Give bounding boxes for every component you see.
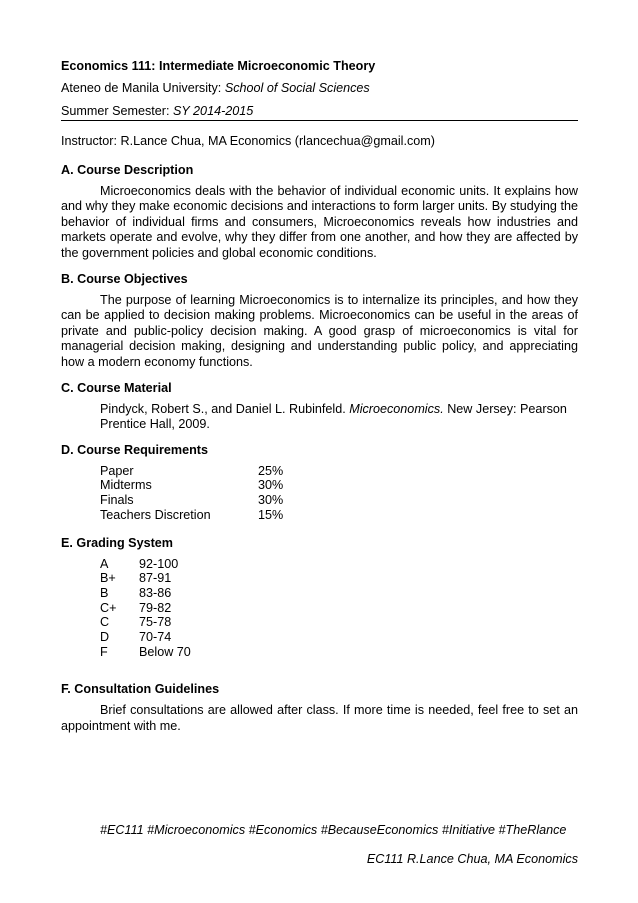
- section-heading: E. Grading System: [61, 535, 173, 550]
- requirement-name: Midterms: [100, 478, 152, 493]
- section-heading: D. Course Requirements: [61, 442, 208, 457]
- instructor-line: Instructor: R.Lance Chua, MA Economics (rlancechua@gmail.com): [61, 134, 435, 148]
- book-citation: [61, 402, 578, 433]
- grades-list: [61, 557, 578, 660]
- grade-range: 92-100: [139, 556, 179, 571]
- footer-hashtags: #EC111 #Microeconomics #Economics #BecauseEconomics #Initiative #TheRlance: [100, 823, 567, 837]
- section-course-requirements: [61, 442, 578, 523]
- requirement-weight: 30%: [258, 493, 284, 508]
- requirement-row: [100, 508, 578, 523]
- book-authors: Pindyck, Robert S., and Daniel L. Rubinfeld.: [100, 401, 350, 416]
- requirement-name: Paper: [100, 463, 134, 478]
- requirement-weight: 30%: [258, 478, 284, 493]
- footer-credit: EC111 R.Lance Chua, MA Economics: [366, 852, 578, 866]
- section-heading: A. Course Description: [61, 162, 194, 177]
- section-consultation-guidelines: [61, 681, 578, 734]
- grade-range: 70-74: [139, 630, 172, 645]
- grade-range: 75-78: [139, 615, 172, 630]
- grade-row: [100, 601, 578, 616]
- section-heading: B. Course Objectives: [61, 271, 188, 286]
- section-grading-system: [61, 535, 578, 660]
- grade-row: [100, 615, 578, 630]
- section-body: Brief consultations are allowed after class. If more time is needed, feel free to set an appointment with me.: [61, 703, 578, 734]
- grade-range: 83-86: [139, 585, 172, 600]
- requirement-row: [100, 478, 578, 493]
- grade-row: [100, 630, 578, 645]
- semester-line: [61, 103, 578, 121]
- grade-letter: C+: [100, 600, 117, 615]
- school-year: SY 2014-2015: [172, 104, 254, 118]
- grade-row: [100, 557, 578, 572]
- grade-letter: D: [100, 630, 110, 645]
- grade-range: 87-91: [139, 571, 172, 586]
- section-course-material: [61, 380, 578, 433]
- book-title: Microeconomics.: [349, 401, 444, 416]
- requirement-name: Teachers Discretion: [100, 507, 211, 522]
- section-course-description: [61, 162, 578, 262]
- grade-letter: B+: [100, 571, 116, 586]
- section-heading: F. Consultation Guidelines: [61, 682, 220, 697]
- grade-letter: A: [100, 556, 109, 571]
- semester-label: Summer Semester:: [61, 104, 173, 118]
- section-course-objectives: [61, 271, 578, 371]
- university-line: [61, 80, 578, 96]
- section-body: Microeconomics deals with the behavior of individual economic units. It explains how and why they make economic decisions and interactions to form larger units. By studying the behavior of individual firms and consumers, Microeconomics reveals how industries and markets operate and evolve, why they differ from one another, and how they are affected by the government policies and global economic conditions.: [61, 183, 578, 260]
- course-title: Economics 111: Intermediate Microeconomic Theory: [61, 59, 376, 73]
- book-publisher: New Jersey: Pearson Prentice Hall, 2009.: [100, 401, 567, 432]
- grade-row: [100, 586, 578, 601]
- requirement-row: [100, 493, 578, 508]
- grade-row: [100, 645, 578, 660]
- document-page: [61, 58, 578, 735]
- grade-range: Below 70: [139, 644, 191, 659]
- grade-letter: C: [100, 615, 110, 630]
- requirement-row: [100, 464, 578, 479]
- section-body: The purpose of learning Microeconomics is to internalize its principles, and how they can be applied to decision making problems. Microeconomics can be useful in the areas of private and public-policy decision making. A good grasp of microeconomics is vital for managerial decision making, designing and understanding public policy, and appreciating how a modern economy functions.: [61, 292, 578, 369]
- grade-letter: F: [100, 644, 108, 659]
- school-name: School of Social Sciences: [224, 81, 370, 95]
- university-name: Ateneo de Manila University:: [61, 81, 225, 95]
- grade-range: 79-82: [139, 600, 172, 615]
- grade-row: [100, 571, 578, 586]
- grade-letter: B: [100, 585, 109, 600]
- requirement-weight: 25%: [258, 463, 284, 478]
- requirements-list: [61, 464, 578, 523]
- requirement-name: Finals: [100, 493, 134, 508]
- section-heading: C. Course Material: [61, 380, 172, 395]
- requirement-weight: 15%: [258, 507, 284, 522]
